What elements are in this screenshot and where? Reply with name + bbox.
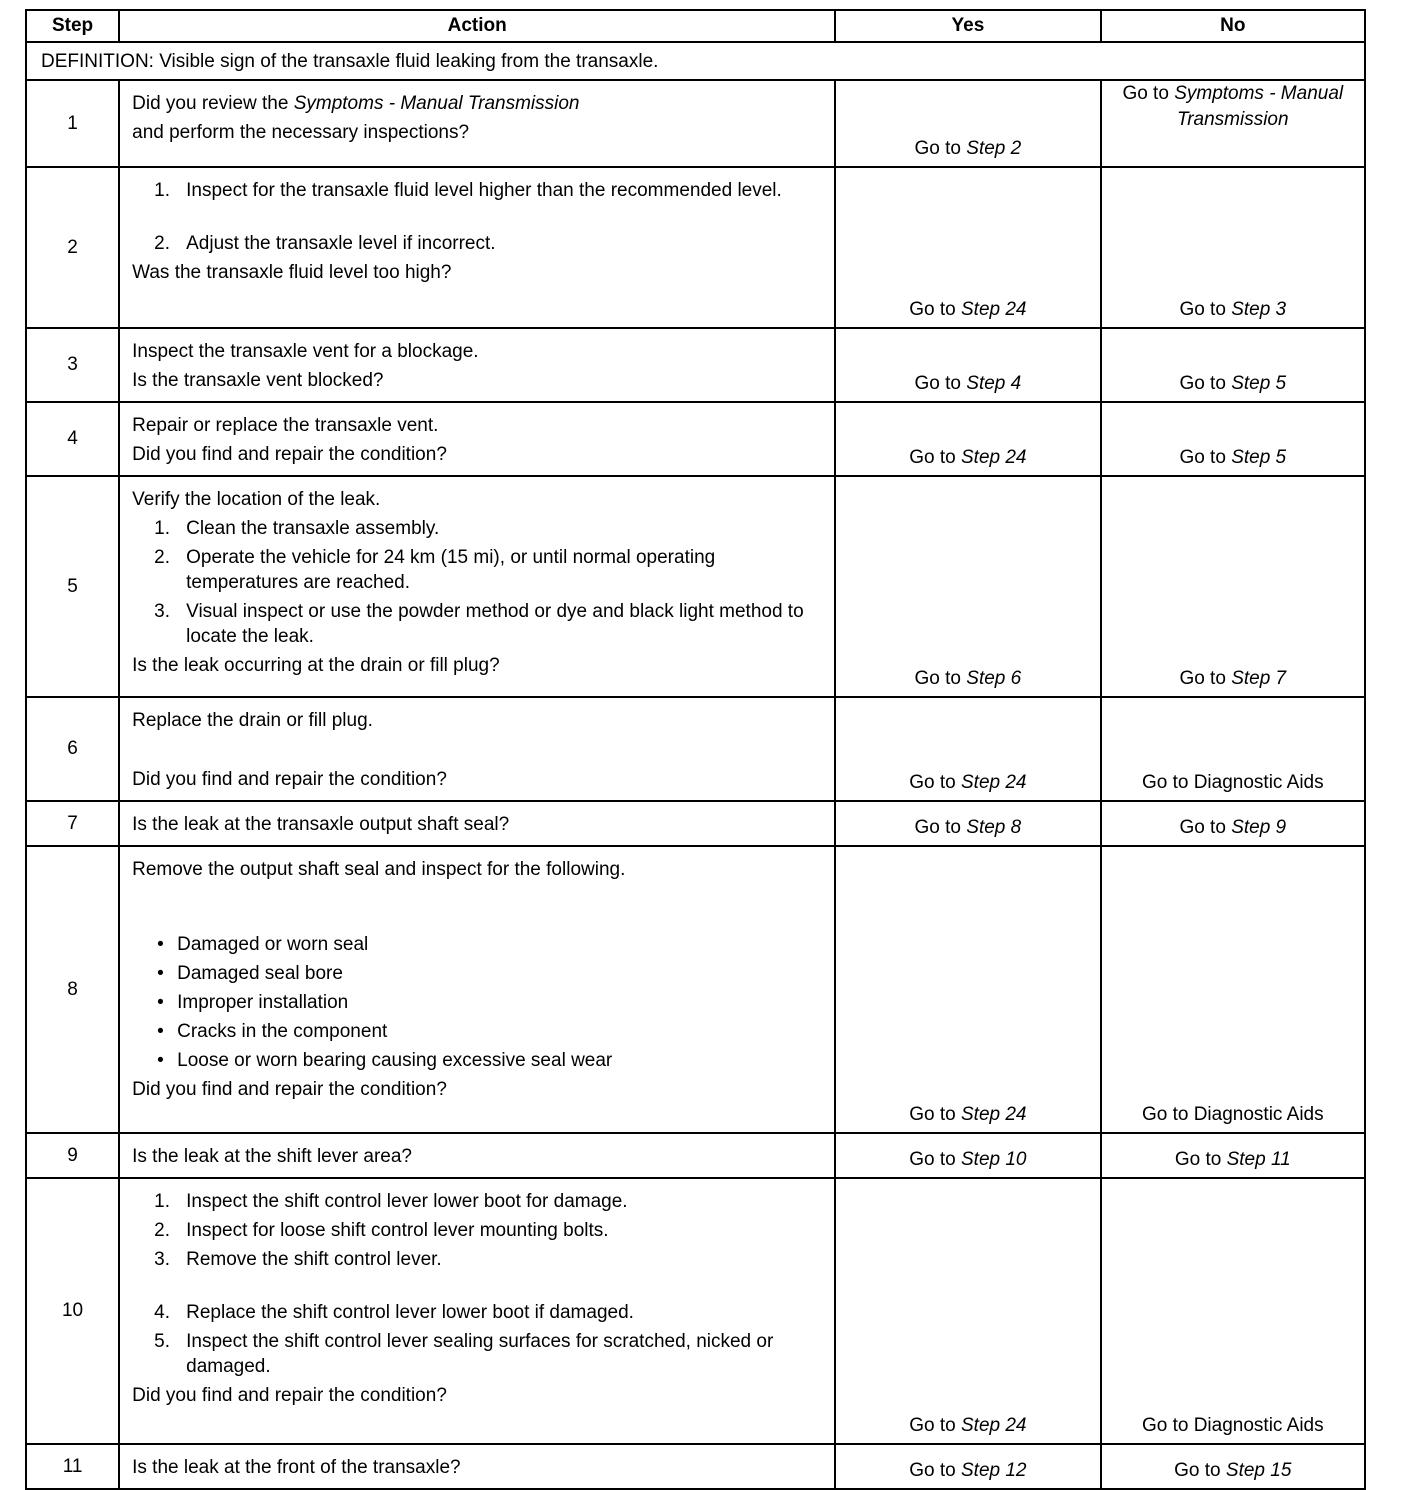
no-goto-reference[interactable]: Step 5: [1231, 447, 1287, 468]
action-cell: [119, 80, 835, 167]
text-segment: Replace the drain or fill plug.: [132, 710, 373, 731]
text-segment: Adjust the transaxle level if incorrect.: [186, 233, 496, 254]
no-goto-text[interactable]: Go to Diagnostic Aids: [1141, 772, 1324, 793]
step-number: 4: [26, 402, 119, 476]
text-segment: Loose or worn bearing causing excessive seal wear: [177, 1050, 613, 1071]
no-goto-text[interactable]: Go to: [1179, 373, 1232, 394]
action-cell: [119, 1444, 835, 1489]
item-text: [186, 516, 439, 541]
yes-goto-text[interactable]: Go to: [914, 373, 967, 394]
action-cell: [119, 328, 835, 402]
item-text: [177, 932, 368, 957]
text-segment: Cracks in the component: [177, 1021, 388, 1042]
bullet-icon: •: [157, 963, 164, 984]
yes-cell[interactable]: [835, 846, 1100, 1133]
action-text: [132, 368, 824, 393]
action-text: [132, 260, 824, 285]
no-goto-text[interactable]: Go to Diagnostic Aids: [1141, 1415, 1324, 1436]
item-text: [186, 231, 495, 256]
item-text: [186, 1300, 634, 1325]
item-text: [186, 599, 824, 649]
numbered-item: [132, 1189, 824, 1214]
yes-goto-reference[interactable]: Step 24: [961, 299, 1027, 320]
numbered-item: [132, 516, 824, 541]
table-row: [26, 1178, 1365, 1444]
numbered-item: [132, 599, 824, 649]
step-number: 7: [26, 801, 119, 846]
yes-cell[interactable]: [835, 1133, 1100, 1178]
item-number: 1.: [154, 180, 170, 201]
no-goto-text[interactable]: Go to Diagnostic Aids: [1141, 1104, 1324, 1125]
text-segment: Inspect for loose shift control lever mounting bolts.: [186, 1220, 609, 1241]
item-text: [186, 1247, 442, 1272]
action-cell: [119, 801, 835, 846]
step-number: 2: [26, 167, 119, 328]
yes-goto-text[interactable]: Go to: [909, 1104, 961, 1125]
action-text: [132, 857, 824, 882]
item-text: [186, 178, 782, 203]
text-segment: Did you review the: [132, 93, 294, 114]
item-text: [186, 1218, 608, 1243]
item-text: [177, 961, 343, 986]
yes-goto-text[interactable]: Go to: [909, 1460, 961, 1481]
header-yes: Yes: [835, 10, 1100, 42]
numbered-item: [132, 545, 824, 595]
text-segment: Inspect for the transaxle fluid level higher than the recommended level.: [186, 180, 782, 201]
no-goto-reference[interactable]: Symptoms - Manual Transmission: [1174, 83, 1344, 130]
text-segment: Verify the location of the leak.: [132, 489, 381, 510]
yes-goto-reference[interactable]: Step 6: [966, 668, 1022, 689]
action-text: [132, 708, 824, 733]
action-text: [132, 487, 824, 512]
action-text: [132, 91, 824, 116]
bullet-icon: •: [157, 1021, 164, 1042]
yes-cell[interactable]: [835, 1444, 1100, 1489]
no-cell[interactable]: [1101, 167, 1365, 328]
step-number: 6: [26, 697, 119, 801]
diagnostic-table: [25, 9, 1366, 1490]
no-goto-reference[interactable]: Step 3: [1231, 299, 1287, 320]
yes-goto-reference[interactable]: Step 2: [966, 138, 1022, 159]
table-row: [26, 328, 1365, 402]
yes-cell[interactable]: [835, 328, 1100, 402]
item-text: [177, 1048, 612, 1073]
action-cell: [119, 476, 835, 697]
yes-cell[interactable]: [835, 1178, 1100, 1444]
no-cell[interactable]: [1101, 476, 1365, 697]
step-number: 9: [26, 1133, 119, 1178]
bullet-icon: •: [157, 992, 164, 1013]
action-text: [132, 120, 824, 145]
header-no: No: [1101, 10, 1365, 42]
item-number: 3.: [154, 1249, 170, 1270]
text-segment: Improper installation: [177, 992, 349, 1013]
item-number: 1.: [154, 1191, 170, 1212]
no-goto-text[interactable]: Go to: [1174, 1460, 1226, 1481]
no-goto-reference[interactable]: Step 9: [1231, 817, 1287, 838]
no-goto-text[interactable]: Go to: [1122, 83, 1175, 104]
yes-cell[interactable]: [835, 697, 1100, 801]
no-cell[interactable]: [1101, 1133, 1365, 1178]
text-segment: Is the transaxle vent blocked?: [132, 370, 384, 391]
text-segment: Inspect the shift control lever sealing surfaces for scratched, nicked or damaged.: [186, 1331, 774, 1377]
numbered-item: [132, 178, 824, 203]
bullet-item: [132, 932, 824, 957]
action-text: [132, 1077, 824, 1102]
action-text: [132, 812, 824, 837]
action-text: [132, 1383, 824, 1408]
text-segment: Repair or replace the transaxle vent.: [132, 415, 439, 436]
numbered-item: [132, 231, 824, 256]
text-segment: Visual inspect or use the powder method or dye and black light method to locate the leak.: [186, 601, 804, 647]
item-number: 3.: [154, 601, 170, 622]
yes-cell[interactable]: [835, 402, 1100, 476]
yes-goto-text[interactable]: Go to: [909, 447, 961, 468]
definition-row: [26, 42, 1365, 80]
table-row: [26, 801, 1365, 846]
table-row: [26, 476, 1365, 697]
item-number: 5.: [154, 1331, 170, 1352]
action-cell: [119, 1178, 835, 1444]
item-number: 2.: [154, 233, 170, 254]
numbered-item: [132, 1300, 824, 1325]
table-row: [26, 697, 1365, 801]
text-segment: Is the leak at the front of the transaxle?: [132, 1457, 461, 1478]
item-text: [177, 1019, 387, 1044]
yes-goto-text[interactable]: Go to: [909, 1415, 961, 1436]
no-cell[interactable]: [1101, 80, 1365, 167]
no-cell[interactable]: [1101, 697, 1365, 801]
action-text: [132, 413, 824, 438]
yes-goto-reference[interactable]: Step 24: [961, 1415, 1027, 1436]
yes-goto-reference[interactable]: Step 24: [961, 1104, 1027, 1125]
item-number: 2.: [154, 1220, 170, 1241]
yes-cell[interactable]: [835, 476, 1100, 697]
table-row: [26, 167, 1365, 328]
no-goto-reference[interactable]: Step 7: [1231, 668, 1287, 689]
item-number: 2.: [154, 547, 170, 568]
bullet-item: [132, 1019, 824, 1044]
text-segment: Operate the vehicle for 24 km (15 mi), or until normal operating temperatures are reached.: [186, 547, 716, 593]
yes-goto-reference[interactable]: Step 12: [961, 1460, 1027, 1481]
yes-goto-reference[interactable]: Step 24: [961, 772, 1027, 793]
action-cell: [119, 402, 835, 476]
text-segment: Remove the output shaft seal and inspect for the following.: [132, 859, 626, 880]
step-number: 10: [26, 1178, 119, 1444]
yes-goto-text[interactable]: Go to: [914, 138, 967, 159]
no-cell[interactable]: [1101, 402, 1365, 476]
item-number: 1.: [154, 518, 170, 539]
yes-goto-text[interactable]: Go to: [909, 772, 961, 793]
text-segment: Inspect the transaxle vent for a blockage.: [132, 341, 479, 362]
action-text: [132, 653, 824, 678]
no-cell[interactable]: [1101, 1178, 1365, 1444]
step-number: 5: [26, 476, 119, 697]
item-text: [177, 990, 348, 1015]
step-number: 11: [26, 1444, 119, 1489]
yes-goto-reference[interactable]: Step 10: [961, 1149, 1027, 1170]
text-segment: Was the transaxle fluid level too high?: [132, 262, 452, 283]
text-segment: Clean the transaxle assembly.: [186, 518, 440, 539]
text-segment: Did you find and repair the condition?: [132, 444, 447, 465]
text-segment: Damaged seal bore: [177, 963, 343, 984]
text-segment: Is the leak at the shift lever area?: [132, 1146, 413, 1167]
no-cell[interactable]: [1101, 846, 1365, 1133]
step-number: 1: [26, 80, 119, 167]
text-segment: Remove the shift control lever.: [186, 1249, 442, 1270]
action-cell: [119, 167, 835, 328]
item-number: 4.: [154, 1302, 170, 1323]
numbered-item: [132, 1247, 824, 1272]
yes-cell[interactable]: [835, 167, 1100, 328]
header-step: Step: [26, 10, 119, 42]
text-segment: and perform the necessary inspections?: [132, 122, 470, 143]
no-goto-text[interactable]: Go to: [1179, 447, 1232, 468]
numbered-item: [132, 1218, 824, 1243]
action-text: [132, 1455, 824, 1480]
header-action: Action: [119, 10, 835, 42]
yes-goto-text[interactable]: Go to: [909, 1149, 961, 1170]
action-text: [132, 767, 824, 792]
yes-goto-reference[interactable]: Step 24: [961, 447, 1027, 468]
no-goto-text[interactable]: Go to: [1174, 1149, 1227, 1170]
text-segment: Damaged or worn seal: [177, 934, 369, 955]
yes-goto-text[interactable]: Go to: [914, 817, 967, 838]
table-row: [26, 846, 1365, 1133]
action-text: [132, 339, 824, 364]
action-text: [132, 442, 824, 467]
action-text: [132, 1144, 824, 1169]
yes-goto-text[interactable]: Go to: [914, 668, 967, 689]
text-segment: Did you find and repair the condition?: [132, 769, 447, 790]
yes-cell[interactable]: [835, 80, 1100, 167]
yes-cell[interactable]: [835, 801, 1100, 846]
definition: DEFINITION: Visible sign of the transaxle fluid leaking from the transaxle.: [26, 42, 1365, 80]
text-segment: Is the leak at the transaxle output shaft seal?: [132, 814, 510, 835]
numbered-item: [132, 1329, 824, 1379]
no-goto-reference[interactable]: Step 15: [1225, 1460, 1292, 1481]
text-segment: Inspect the shift control lever lower boot for damage.: [186, 1191, 628, 1212]
no-cell[interactable]: [1101, 801, 1365, 846]
text-segment: Is the leak occurring at the drain or fill plug?: [132, 655, 500, 676]
yes-goto-reference[interactable]: Step 8: [966, 817, 1022, 838]
bullet-icon: •: [157, 1050, 164, 1071]
table-row: [26, 1133, 1365, 1178]
table-row: [26, 1444, 1365, 1489]
action-cell: [119, 697, 835, 801]
no-cell[interactable]: [1101, 1444, 1365, 1489]
no-goto-text[interactable]: Go to: [1179, 817, 1232, 838]
no-goto-text[interactable]: Go to: [1179, 299, 1232, 320]
item-text: [186, 545, 824, 595]
text-segment: Did you find and repair the condition?: [132, 1385, 447, 1406]
bullet-item: [132, 961, 824, 986]
step-number: 3: [26, 328, 119, 402]
action-cell: [119, 846, 835, 1133]
no-goto-reference[interactable]: Step 11: [1226, 1149, 1291, 1170]
yes-goto-text[interactable]: Go to: [909, 299, 961, 320]
yes-goto-reference[interactable]: Step 4: [966, 373, 1022, 394]
text-segment: Replace the shift control lever lower boot if damaged.: [186, 1302, 634, 1323]
no-cell[interactable]: [1101, 328, 1365, 402]
header-row: [26, 10, 1365, 42]
bullet-icon: •: [157, 934, 164, 955]
reference-text: Symptoms - Manual Transmission: [293, 93, 580, 114]
table-row: [26, 402, 1365, 476]
bullet-item: [132, 1048, 824, 1073]
no-goto-reference[interactable]: Step 5: [1231, 373, 1287, 394]
table-row: [26, 80, 1365, 167]
item-text: [186, 1189, 627, 1214]
item-text: [186, 1329, 824, 1379]
action-cell: [119, 1133, 835, 1178]
no-goto-text[interactable]: Go to: [1179, 668, 1232, 689]
step-number: 8: [26, 846, 119, 1133]
text-segment: Did you find and repair the condition?: [132, 1079, 447, 1100]
bullet-item: [132, 990, 824, 1015]
